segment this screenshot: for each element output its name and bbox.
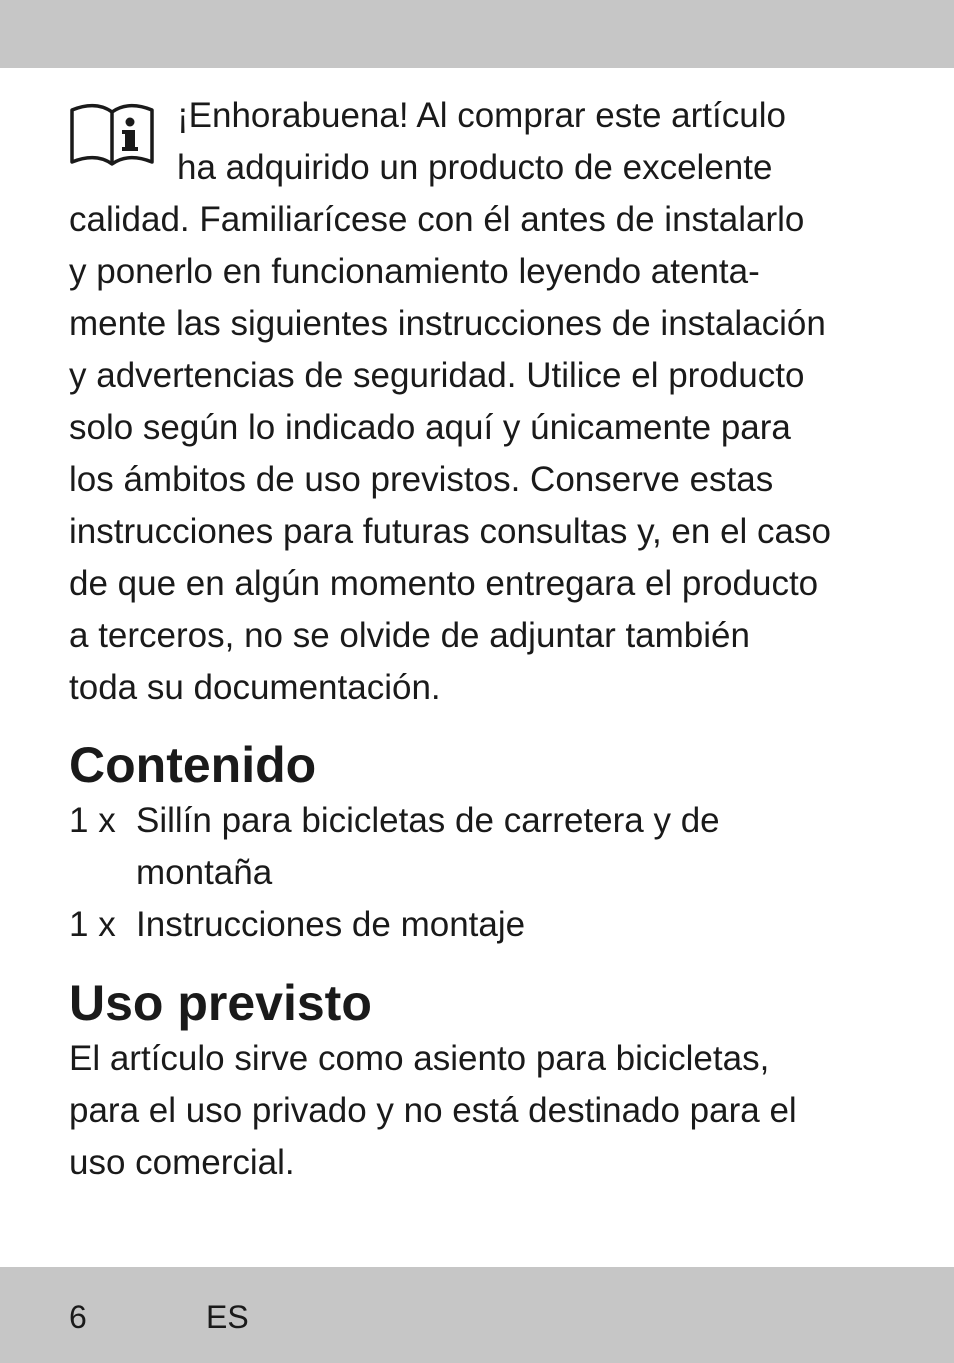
page-number: 6 (69, 1299, 87, 1335)
info-book-icon (69, 100, 155, 170)
intro-paragraph (69, 90, 899, 714)
contenido-heading: Contenido (69, 737, 317, 793)
list-item (69, 899, 720, 951)
uso-line: uso comercial. (69, 1143, 295, 1182)
intro-line: y advertencias de seguridad. Utilice el producto (69, 356, 805, 395)
item-quantity: 1 x (69, 801, 116, 840)
intro-line: toda su documentación. (69, 668, 441, 707)
intro-line: a terceros, no se olvide de adjuntar también (69, 616, 750, 655)
item-text-line: Sillín para bicicletas de carretera y de (136, 801, 720, 840)
uso-previsto-heading: Uso previsto (69, 975, 372, 1031)
list-item (69, 795, 720, 899)
language-code: ES (206, 1299, 249, 1335)
intro-line: y ponerlo en funcionamiento leyendo atenta- (69, 252, 760, 291)
intro-line: ¡Enhorabuena! Al comprar este artículo (177, 96, 786, 135)
intro-line: ha adquirido un producto de excelente (177, 148, 773, 187)
intro-line: de que en algún momento entregara el producto (69, 564, 819, 603)
item-description (136, 795, 720, 899)
intro-line: instrucciones para futuras consultas y, en el caso (69, 512, 831, 551)
footer-band (0, 1267, 954, 1363)
uso-line: El artículo sirve como asiento para bicicletas, (69, 1039, 770, 1078)
item-quantity: 1 x (69, 905, 116, 944)
header-band (0, 0, 954, 68)
intro-line: mente las siguientes instrucciones de instalación (69, 304, 826, 343)
intro-line: calidad. Familiarícese con él antes de instalarlo (69, 200, 805, 239)
contents-list (69, 795, 720, 951)
page-content (69, 90, 899, 1182)
uso-line: para el uso privado y no está destinado para el (69, 1091, 797, 1130)
intro-line: los ámbitos de uso previstos. Conserve estas (69, 460, 774, 499)
uso-previsto-paragraph (69, 1033, 797, 1189)
item-description (136, 899, 525, 951)
intro-line: solo según lo indicado aquí y únicamente para (69, 408, 791, 447)
item-text-line: Instrucciones de montaje (136, 905, 526, 944)
item-text-line: montaña (136, 853, 273, 892)
